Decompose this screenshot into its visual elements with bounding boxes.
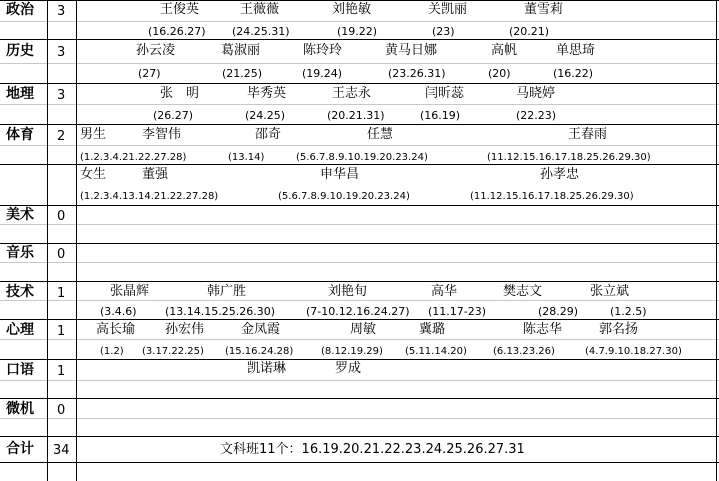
teacher-name: 高华: [431, 284, 458, 299]
teacher-name: 韩广胜: [207, 284, 247, 299]
class-numbers: (24.25): [245, 109, 286, 122]
grid-line: [0, 63, 719, 64]
teacher-name: 张 明: [160, 86, 200, 101]
grid-line: [0, 436, 719, 437]
grid-line: [716, 0, 717, 481]
period-count: 3: [57, 4, 66, 19]
teacher-name: 孙宏伟: [165, 322, 205, 337]
class-numbers: (5.6.7.8.9.10.19.20.23.24): [278, 191, 410, 202]
grid-line: [0, 39, 719, 40]
teacher-name: 陈志华: [523, 322, 563, 337]
teacher-name: 陈玲玲: [303, 43, 343, 58]
teacher-name: 毕秀英: [247, 86, 287, 101]
teacher-name: 单思琦: [556, 43, 596, 58]
grid-line: [0, 21, 719, 22]
class-numbers: (19.24): [302, 67, 343, 80]
class-numbers: (11.12.15.16.17.18.25.26.29.30): [470, 191, 634, 202]
grid-line: [0, 319, 719, 320]
class-numbers: (5.11.14.20): [405, 346, 467, 357]
class-numbers: (4.7.9.10.18.27.30): [585, 346, 682, 357]
teacher-name: 刘艳旬: [328, 284, 368, 299]
class-numbers: (11.17-23): [428, 305, 487, 318]
class-numbers: (1.2): [100, 346, 124, 357]
class-numbers: (6.13.23.26): [493, 346, 555, 357]
teacher-name: 金凤霞: [241, 322, 281, 337]
class-numbers: (1.2.3.4.21.22.27.28): [80, 152, 187, 163]
subject-label: 体育: [6, 127, 34, 143]
teacher-name: 关凯丽: [428, 2, 468, 17]
teacher-name: 李智伟: [142, 127, 182, 142]
class-numbers: (23): [432, 25, 455, 38]
grid-line: [0, 300, 719, 301]
subject-label: 政治: [6, 2, 34, 18]
teacher-name: 王春雨: [568, 127, 608, 142]
period-count: 3: [57, 88, 66, 103]
teacher-name: 王俊英: [160, 2, 200, 17]
class-numbers: (28.29): [538, 305, 579, 318]
period-count: 0: [57, 403, 66, 418]
grid-line: [0, 104, 719, 105]
class-numbers: (23.26.31): [388, 67, 446, 80]
subject-label: 技术: [6, 284, 34, 300]
class-numbers: (26.27): [153, 109, 194, 122]
teacher-name: 申华昌: [320, 167, 360, 182]
class-numbers: (3.4.6): [100, 305, 137, 318]
teacher-name: 凯诺琳: [247, 361, 287, 376]
teacher-name: 张立斌: [590, 284, 630, 299]
teacher-name: 刘艳敏: [332, 2, 372, 17]
grid-line: [0, 398, 719, 399]
class-numbers: (20.21.31): [327, 109, 385, 122]
teacher-name: 马晓婷: [516, 86, 556, 101]
teacher-name: 高长瑜: [96, 322, 136, 337]
subject-label: 微机: [6, 401, 34, 417]
class-numbers: (1.2.3.4.13.14.21.22.27.28): [80, 191, 219, 202]
grid-line: [0, 462, 719, 463]
grid-line: [0, 380, 719, 381]
teacher-name: 王志永: [332, 86, 372, 101]
gender-label: 女生: [80, 167, 107, 182]
period-count: 0: [57, 247, 66, 262]
class-numbers: (5.6.7.8.9.10.19.20.23.24): [296, 152, 428, 163]
teacher-name: 董强: [142, 167, 169, 182]
teacher-name: 郭名扬: [599, 322, 639, 337]
grid-line: [0, 0, 719, 1]
teacher-name: 邵奇: [255, 127, 282, 142]
teacher-name: 葛淑丽: [221, 43, 261, 58]
class-numbers: (21.25): [222, 67, 263, 80]
class-numbers: (13.14): [228, 152, 265, 163]
class-numbers: (24.25.31): [232, 25, 290, 38]
class-numbers: (13.14.15.25.26.30): [165, 305, 276, 318]
gender-label: 男生: [80, 127, 107, 142]
period-count: 34: [53, 443, 70, 458]
grid-line: [0, 281, 719, 282]
grid-line: [47, 0, 48, 481]
class-numbers: (16.22): [553, 67, 594, 80]
period-count: 2: [57, 129, 66, 144]
subject-label: 音乐: [6, 245, 34, 261]
teacher-name: 高帆: [491, 43, 518, 58]
teacher-name: 张晶辉: [110, 284, 150, 299]
teacher-name: 孙云凌: [136, 43, 176, 58]
period-count: 1: [57, 286, 66, 301]
teacher-name: 周敏: [350, 322, 377, 337]
grid-line: [0, 339, 719, 340]
subject-label: 历史: [6, 43, 34, 59]
grid-line: [0, 124, 719, 125]
grid-line: [0, 145, 719, 146]
teacher-name: 闫昕蕊: [425, 86, 465, 101]
class-numbers: (20): [488, 67, 511, 80]
period-count: 0: [57, 209, 66, 224]
teacher-name: 任慧: [367, 127, 394, 142]
grid-line: [0, 359, 719, 360]
subject-label: 口语: [6, 362, 34, 378]
grid-line: [0, 224, 719, 225]
class-numbers: (20.21): [509, 25, 550, 38]
class-numbers: (27): [138, 67, 161, 80]
subject-label: 美术: [6, 207, 34, 223]
grid-line: [0, 262, 719, 263]
class-numbers: (7-10.12.16.24.27): [306, 305, 410, 318]
total-note: 文科班11个：16.19.20.21.22.23.24.25.26.27.31: [220, 442, 525, 457]
teacher-name: 冀璐: [419, 322, 446, 337]
period-count: 1: [57, 364, 66, 379]
class-numbers: (1.2.5): [610, 305, 647, 318]
teacher-name: 黄马日娜: [385, 43, 438, 58]
class-numbers: (16.19): [420, 109, 461, 122]
grid-line: [0, 243, 719, 244]
class-numbers: (19.22): [337, 25, 378, 38]
class-numbers: (16.26.27): [148, 25, 206, 38]
class-numbers: (11.12.15.16.17.18.25.26.29.30): [487, 152, 651, 163]
grid-line: [0, 205, 719, 206]
period-count: 3: [57, 45, 66, 60]
subject-label: 合计: [6, 441, 34, 457]
class-numbers: (22.23): [516, 109, 557, 122]
teacher-name: 罗成: [335, 361, 362, 376]
class-numbers: (15.16.24.28): [225, 346, 294, 357]
class-numbers: (3.17.22.25): [142, 346, 204, 357]
subject-label: 心理: [6, 322, 34, 338]
teacher-name: 孙孝忠: [540, 167, 580, 182]
subject-label: 地理: [6, 86, 34, 102]
grid-line: [0, 83, 719, 84]
teacher-name: 董雪莉: [524, 2, 564, 17]
period-count: 1: [57, 324, 66, 339]
grid-line: [76, 0, 77, 481]
teacher-name: 王薇薇: [240, 2, 280, 17]
class-numbers: (8.12.19.29): [321, 346, 383, 357]
grid-line: [0, 418, 719, 419]
teacher-name: 樊志文: [503, 284, 543, 299]
